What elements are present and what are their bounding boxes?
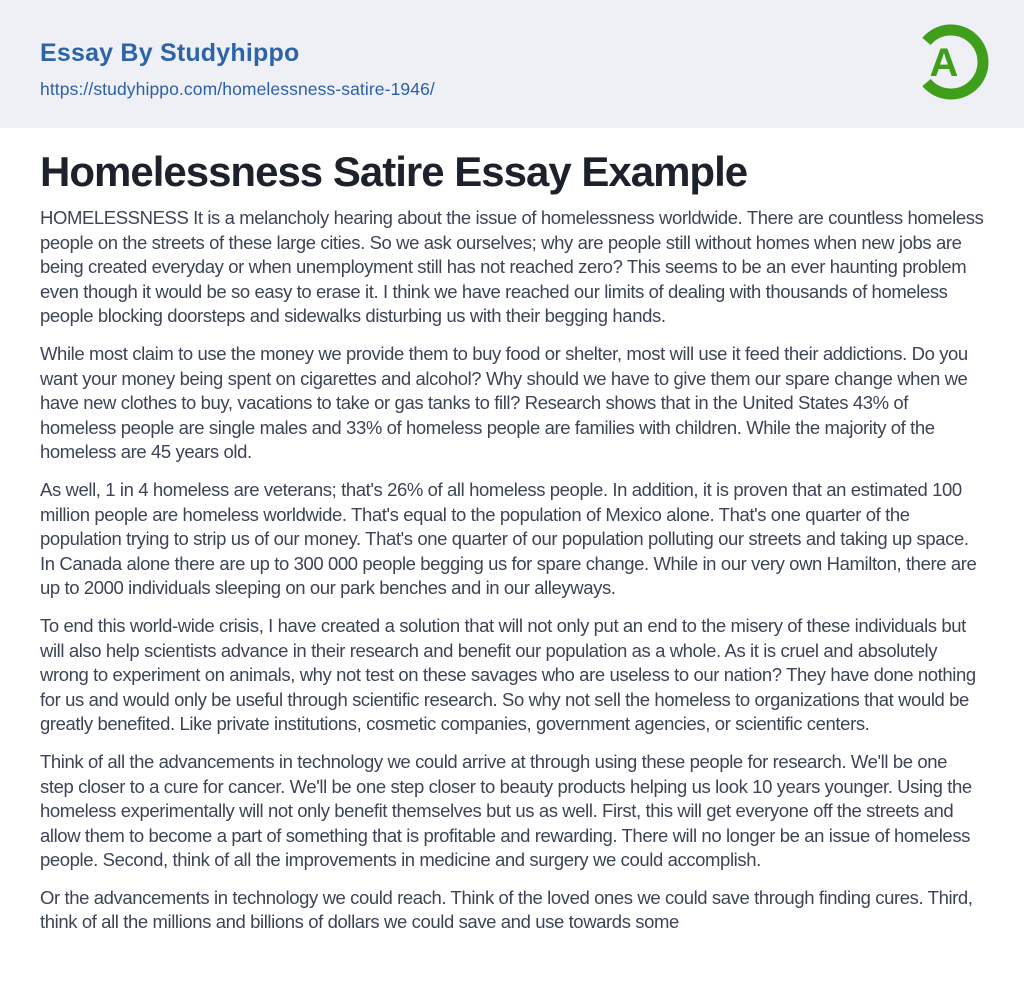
essay-paragraph-3: As well, 1 in 4 homeless are veterans; that's 26% of all homeless people. In addition, it is proven that an estimated 100 million people are homeless worldwide. That's equal to the population of Mexico alone. That's one quarter of the population trying to strip us of our money. That's one quarter of our population polluting our streets and taking up space. In Canada alone there are up to 300 000 people begging us for spare change. While in our very own Hamilton, there are up to 2000 individuals sleeping on our park benches and in our alleyways. (40, 478, 977, 599)
logo-letter: A (929, 41, 959, 85)
essay-paragraph-1: HOMELESSNESS It is a melancholy hearing about the issue of homelessness worldwide. There are countless homeless people on the streets of these large cities. So we ask ourselves; why are people still without homes when new jobs are being created everyday or when unemployment still has not reached zero? This seems to be an ever haunting problem even though it would be so easy to erase it. I think we have reached our limits of dealing with thousands of homeless people blocking doorsteps and sidewalks disturbing us with their begging hands. (40, 207, 984, 327)
essay-paragraph-2: While most claim to use the money we provide them to buy food or shelter, most will use it feed their addictions. Do you want your money being spent on cigarettes and alcohol? Why should we have to give them our spare change when we have new clothes to buy, vacations to take or gas tanks to fill? Research shows that in the United States 43% of homeless people are single males and 33% of homeless people are families with children. While the majority of the homeless are 45 years old. (40, 343, 968, 463)
byline: Essay By Studyhippo (40, 39, 300, 67)
essay-paragraph-5: Think of all the advancements in technology we could arrive at through using these people for research. We'll be one step closer to a cure for cancer. We'll be one step closer to beauty products helping us look 10 years younger. Using the homeless experimentally will not only benefit themselves but us as well. First, this will get everyone off the streets and allow them to become a part of something that is profitable and rewarding. There will no longer be an issue of homeless people. Second, think of all the improvements in medicine and surgery we could accomplish. (40, 750, 972, 871)
source-url-link[interactable]: https://studyhippo.com/homelessness-satire-1946/ (40, 78, 435, 99)
logo-arc-icon (912, 18, 990, 106)
essay-title: Homelessness Satire Essay Example (40, 148, 748, 195)
page-header (0, 0, 1024, 128)
studyhippo-logo (912, 18, 990, 106)
essay-paragraph-4: To end this world-wide crisis, I have created a solution that will not only put an end to the misery of these individuals but will also help scientists advance in their research and benefit our population as a whole. As it is cruel and absolutely wrong to experiment on animals, why not test on these savages who are useless to our nation? They have done nothing for us and would only be useful through scientific research. So why not sell the homeless to organizations that would be greatly benefited. Like private institutions, cosmetic companies, government agencies, or scientific centers. (40, 614, 976, 735)
header-text-block (40, 40, 984, 100)
essay-content (0, 128, 1024, 935)
essay-paragraph-6: Or the advancements in technology we could reach. Think of the loved ones we could save through finding cures. Third, think of all the millions and billions of dollars we could save and use towards some (40, 886, 973, 933)
